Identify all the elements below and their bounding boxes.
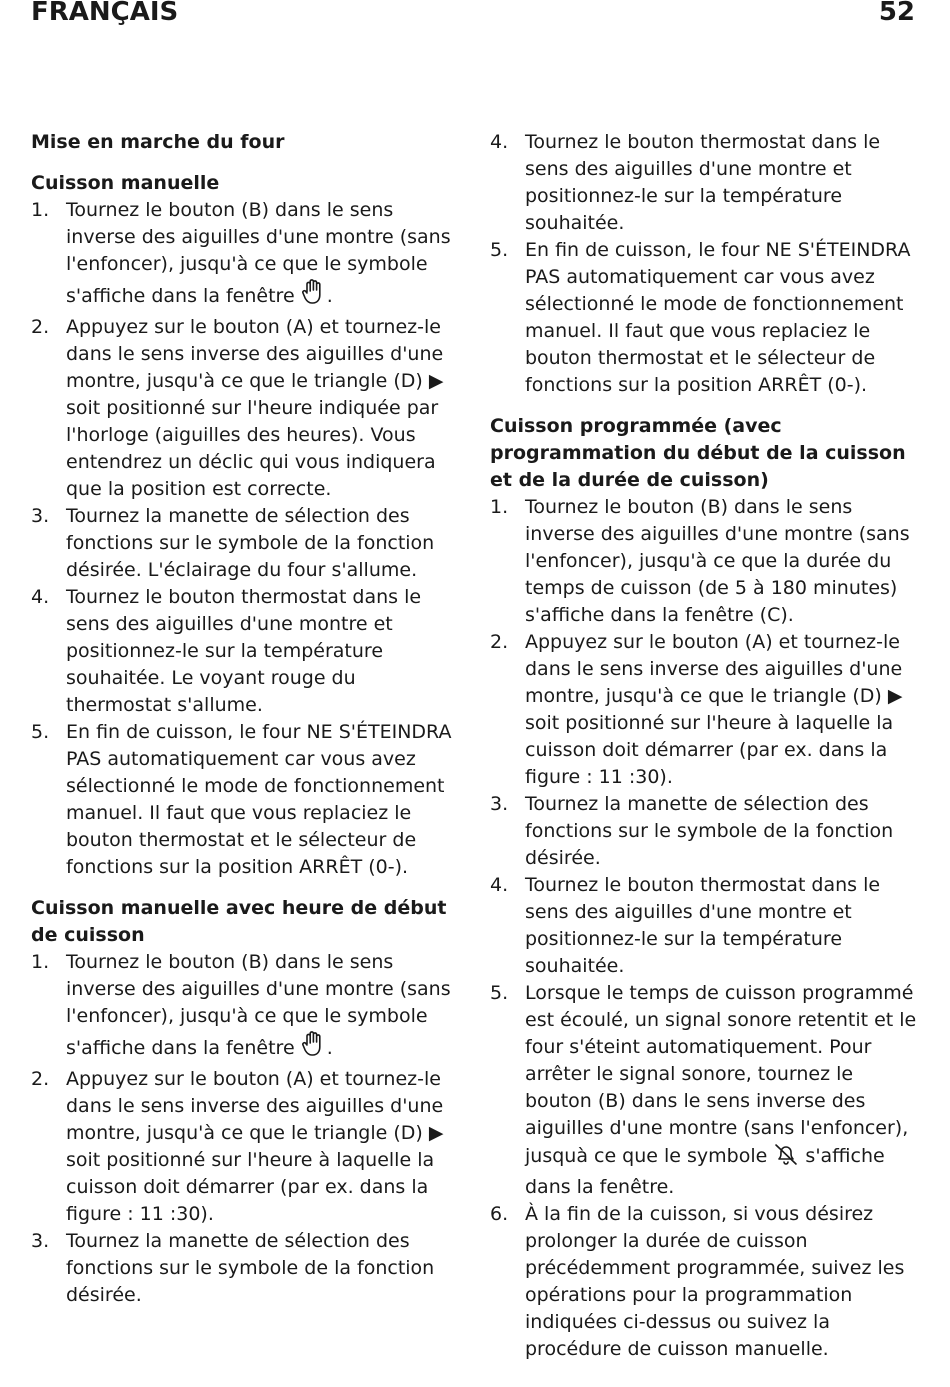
step-number: 1. [490,496,509,518]
list-item [31,949,461,1066]
step-number: 3. [490,793,509,815]
step-text-after-icon: . [326,1037,333,1059]
step-text-after-icon: s'affiche dans la fenêtre. [525,1145,885,1198]
list-item [31,314,461,503]
manual-start-time-heading: Cuisson manuelle avec heure de début de cuisson [31,897,447,946]
step-text: En fin de cuisson, le four NE S'ÉTEINDRA PAS automatiquement car vous avez sélectionné le mode de fonctionnement manuel. Il faut que vous replaciez le bouton thermostat et le sélecteur de fonctions sur la position ARRÊT (0-). [525,239,911,396]
step-number: 5. [31,721,50,743]
step-text: Tournez la manette de sélection des fonctions sur le symbole de la fonction désirée. L'éclairage du four s'allume. [66,505,435,581]
step-number: 5. [490,982,509,1004]
step-number: 4. [31,586,50,608]
list-item [31,503,461,584]
list-item [490,494,922,629]
section-title: Mise en marche du four [31,131,285,153]
left-column [31,129,461,1309]
list-item [490,129,922,237]
step-text: Tournez la manette de sélection des fonctions sur le symbole de la fonction désirée. [66,1230,435,1306]
step-number: 6. [490,1203,509,1225]
list-item [490,791,922,872]
step-text: Appuyez sur le bouton (A) et tournez-le dans le sens inverse des aiguilles d'une montre, jusqu'à ce que le triangle (D) ▶ soit positionné sur l'heure indiquée par l'horloge (aiguilles des heures). Vous entendrez un déclic qui vous indiquera que la position est correcte. [66,316,444,500]
language-label: FRANÇAIS [31,0,179,27]
manual-hand-icon [301,278,327,314]
step-text: Tournez le bouton thermostat dans le sens des aiguilles d'une montre et positionnez-le sur la température souhaitée. Le voyant rouge du thermostat s'allume. [66,586,422,716]
step-number: 4. [490,874,509,896]
step-text: À la fin de la cuisson, si vous désirez prolonger la durée de cuisson précédemment programmée, suivez les opérations pour la programmation indiquées ci-dessus ou suivez la procédure de cuisson manuelle. [525,1203,905,1360]
step-text: Tournez la manette de sélection des fonctions sur le symbole de la fonction désirée. [525,793,894,869]
list-item [31,719,461,881]
list-item [31,584,461,719]
manual-cooking-steps [31,197,461,881]
step-number: 5. [490,239,509,261]
step-text: Tournez le bouton (B) dans le sens inverse des aiguilles d'une montre (sans l'enfoncer), jusqu'à ce que le symbole s'affiche dans la fenêtre [66,199,451,307]
step-text: Lorsque le temps de cuisson programmé est écoulé, un signal sonore retentit et le four s'éteint automatiquement. Pour arrêter le signal sonore, tournez le bouton (B) dans le sens inverse des aiguilles d'une montre (sans l'enfoncer), jusquà ce que le symbole [525,982,917,1167]
list-item [31,1228,461,1309]
step-text: Tournez le bouton thermostat dans le sens des aiguilles d'une montre et positionnez-le sur la température souhaitée. [525,131,881,234]
manual-start-time-steps [31,949,461,1309]
step-text: Tournez le bouton (B) dans le sens inverse des aiguilles d'une montre (sans l'enfoncer), jusqu'à ce que le symbole s'affiche dans la fenêtre [66,951,451,1059]
list-item [490,237,922,399]
step-number: 1. [31,951,50,973]
step-text: Tournez le bouton (B) dans le sens inverse des aiguilles d'une montre (sans l'enfoncer), jusqu'à ce que la durée du temps de cuisson (de 5 à 180 minutes) s'affiche dans la fenêtre (C). [525,496,910,626]
list-item [31,1066,461,1228]
bell-off-icon [773,1142,799,1174]
step-number: 1. [31,199,50,221]
manual-start-time-steps-continued [490,129,922,399]
manual-cooking-heading: Cuisson manuelle [31,172,220,194]
page-number: 52 [878,0,915,27]
step-number: 2. [490,631,509,653]
step-number: 2. [31,1068,50,1090]
step-text: Appuyez sur le bouton (A) et tournez-le dans le sens inverse des aiguilles d'une montre, jusqu'à ce que le triangle (D) ▶ soit positionné sur l'heure à laquelle la cuisson doit démarrer (par ex. dans la figure : 11 :30). [66,1068,444,1225]
step-text: Tournez le bouton thermostat dans le sens des aiguilles d'une montre et positionnez-le sur la température souhaitée. [525,874,881,977]
list-item [490,872,922,980]
step-number: 3. [31,505,50,527]
step-number: 2. [31,316,50,338]
step-number: 3. [31,1230,50,1252]
manual-hand-icon [301,1030,327,1066]
step-text: Appuyez sur le bouton (A) et tournez-le dans le sens inverse des aiguilles d'une montre, jusqu'à ce que le triangle (D) ▶ soit positionné sur l'heure à laquelle la cuisson doit démarrer (par ex. dans la figure : 11 :30). [525,631,903,788]
right-column [490,129,922,1363]
list-item [490,980,922,1201]
programmed-cooking-steps [490,494,922,1363]
programmed-cooking-heading: Cuisson programmée (avec programmation du début de la cuisson et de la durée de cuisson) [490,415,906,491]
page-header [31,0,915,30]
list-item [490,629,922,791]
step-text: En fin de cuisson, le four NE S'ÉTEINDRA PAS automatiquement car vous avez sélectionné le mode de fonctionnement manuel. Il faut que vous replaciez le bouton thermostat et le sélecteur de fonctions sur la position ARRÊT (0-). [66,721,452,878]
step-number: 4. [490,131,509,153]
list-item [31,197,461,314]
step-text-after-icon: . [326,285,333,307]
list-item [490,1201,922,1363]
